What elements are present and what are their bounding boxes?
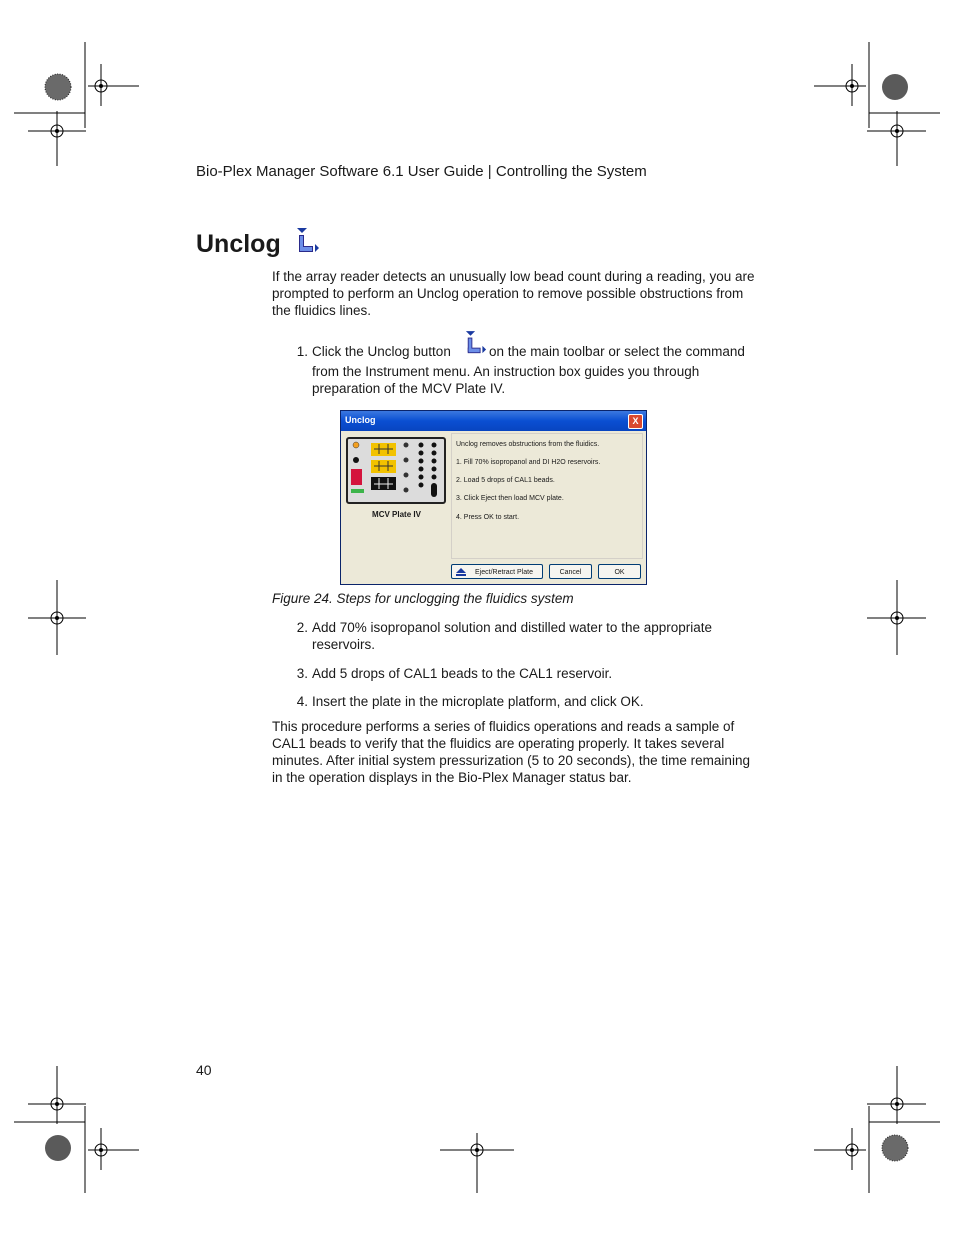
ok-button[interactable]: OK (598, 564, 641, 579)
figure-caption: Figure 24. Steps for unclogging the fluidics system (272, 591, 574, 606)
step-number: 4. (296, 694, 308, 709)
step-2 (288, 619, 768, 659)
step-text: Add 5 drops of CAL1 beads to the CAL1 reservoir. (312, 666, 613, 681)
step-3 (288, 665, 768, 685)
eject-button-label: Eject/Retract Plate (475, 569, 533, 576)
cancel-button[interactable]: Cancel (549, 564, 592, 579)
running-header: Bio-Plex Manager Software 6.1 User Guide | Controlling the System (196, 163, 647, 180)
unclog-dialog (340, 410, 647, 585)
step-1 (288, 343, 768, 403)
section-title: Unclog (196, 230, 281, 258)
step-number: 2. (296, 620, 308, 635)
dialog-title: Unclog (345, 415, 376, 425)
step-text: Add 70% isopropanol solution and distilled water to the appropriate reservoirs. (312, 620, 713, 652)
instruction-line: 4. Press OK to start. (456, 514, 520, 521)
step-4 (288, 693, 768, 713)
closing-paragraph: This procedure performs a series of fluidics operations and reads a sample of CAL1 beads to verify that the fluidics are operating properly. It takes several minutes. After initial system pressurization (5 to 20 seconds), the time remaining in the operation displays in the Bio-Plex Manager status bar. (272, 719, 750, 785)
eject-retract-plate-button[interactable] (451, 564, 543, 579)
page-number: 40 (196, 1062, 212, 1078)
intro-paragraph: If the array reader detects an unusually low bead count during a reading, you are prompted to perform an Unclog operation to remove possible obstructions from the fluidics lines. (272, 269, 755, 318)
instruction-line: Unclog removes obstructions from the fluidics. (456, 441, 600, 448)
plate-label: MCV Plate IV (372, 510, 421, 519)
instruction-line: 3. Click Eject then load MCV plate. (456, 495, 564, 502)
unclog-icon (296, 228, 320, 256)
step-text: Click the Unclog button (312, 344, 451, 359)
unclog-icon (465, 331, 487, 357)
step-number: 1. (296, 344, 308, 359)
eject-icon (455, 568, 467, 576)
dialog-titlebar (341, 411, 646, 431)
step-text: on the main toolbar or select the command (489, 344, 745, 359)
step-number: 3. (296, 666, 308, 681)
close-icon[interactable]: X (628, 414, 643, 429)
instruction-panel (451, 433, 643, 559)
plate-wells-graphic (348, 439, 444, 502)
step-text: Insert the plate in the microplate platform, and click OK. (312, 694, 644, 709)
instruction-line: 2. Load 5 drops of CAL1 beads. (456, 477, 555, 484)
instruction-line: 1. Fill 70% isopropanol and DI H2O reservoirs. (456, 459, 601, 466)
step-text: from the Instrument menu. An instruction box guides you through preparation of the MCV Plate IV. (312, 364, 700, 396)
mcv-plate-graphic (346, 437, 446, 504)
